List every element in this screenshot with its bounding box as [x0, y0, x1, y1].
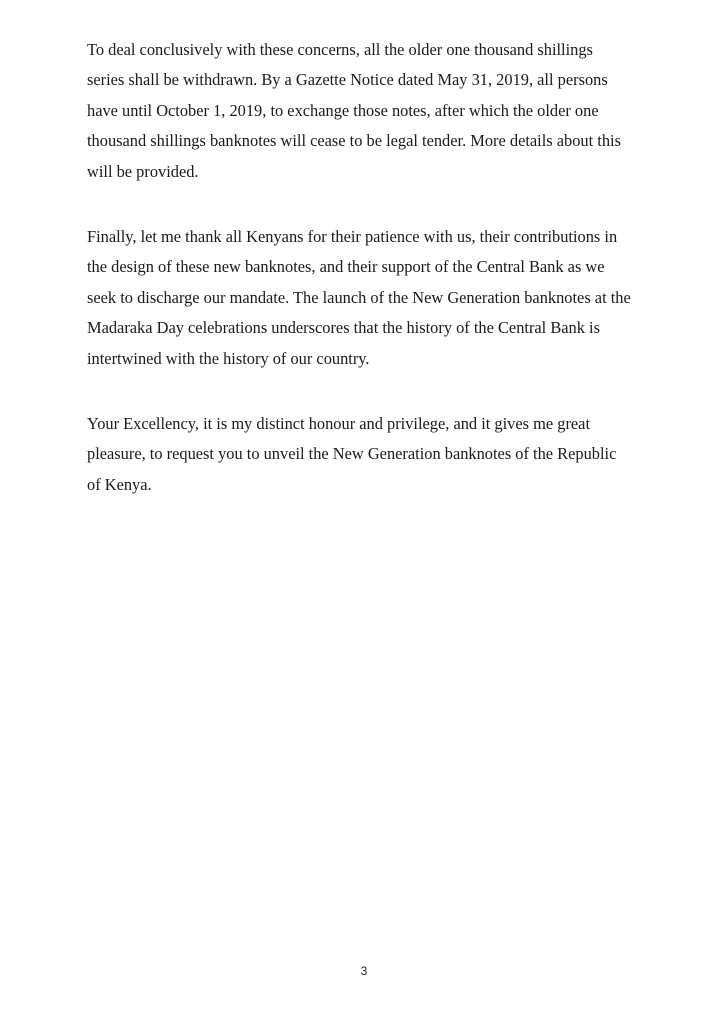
text-line: pleasure, to request you to unveil the New Generation banknotes of the Republic [87, 444, 617, 464]
text-line: the design of these new banknotes, and their support of the Central Bank as we [87, 257, 605, 277]
text-line: To deal conclusively with these concerns, all the older one thousand shillings [87, 40, 593, 59]
page-number: 3 [360, 964, 368, 978]
text-line: Your Excellency, it is my distinct honour and privilege, and it gives me great [87, 414, 591, 434]
text-line: have until October 1, 2019, to exchange those notes, after which the older one [87, 100, 599, 120]
text-line: Madaraka Day celebrations underscores that the history of the Central Bank is [87, 318, 600, 338]
text-line: will be provided. [87, 161, 199, 181]
text-line: Finally, let me thank all Kenyans for their patience with us, their contributions in [87, 227, 618, 247]
body-text [87, 35, 677, 535]
text-line: intertwined with the history of our country. [87, 348, 370, 368]
paragraph-unveil-request [87, 409, 677, 500]
paragraph-withdrawal-notice [87, 35, 677, 187]
paragraph-thanks [87, 222, 677, 374]
text-line: thousand shillings banknotes will cease to be legal tender. More details about this [87, 131, 621, 151]
text-line: seek to discharge our mandate. The launch of the New Generation banknotes at the [87, 287, 631, 307]
text-line: series shall be withdrawn. By a Gazette Notice dated May 31, 2019, all persons [87, 70, 608, 90]
text-line: of Kenya. [87, 474, 152, 494]
